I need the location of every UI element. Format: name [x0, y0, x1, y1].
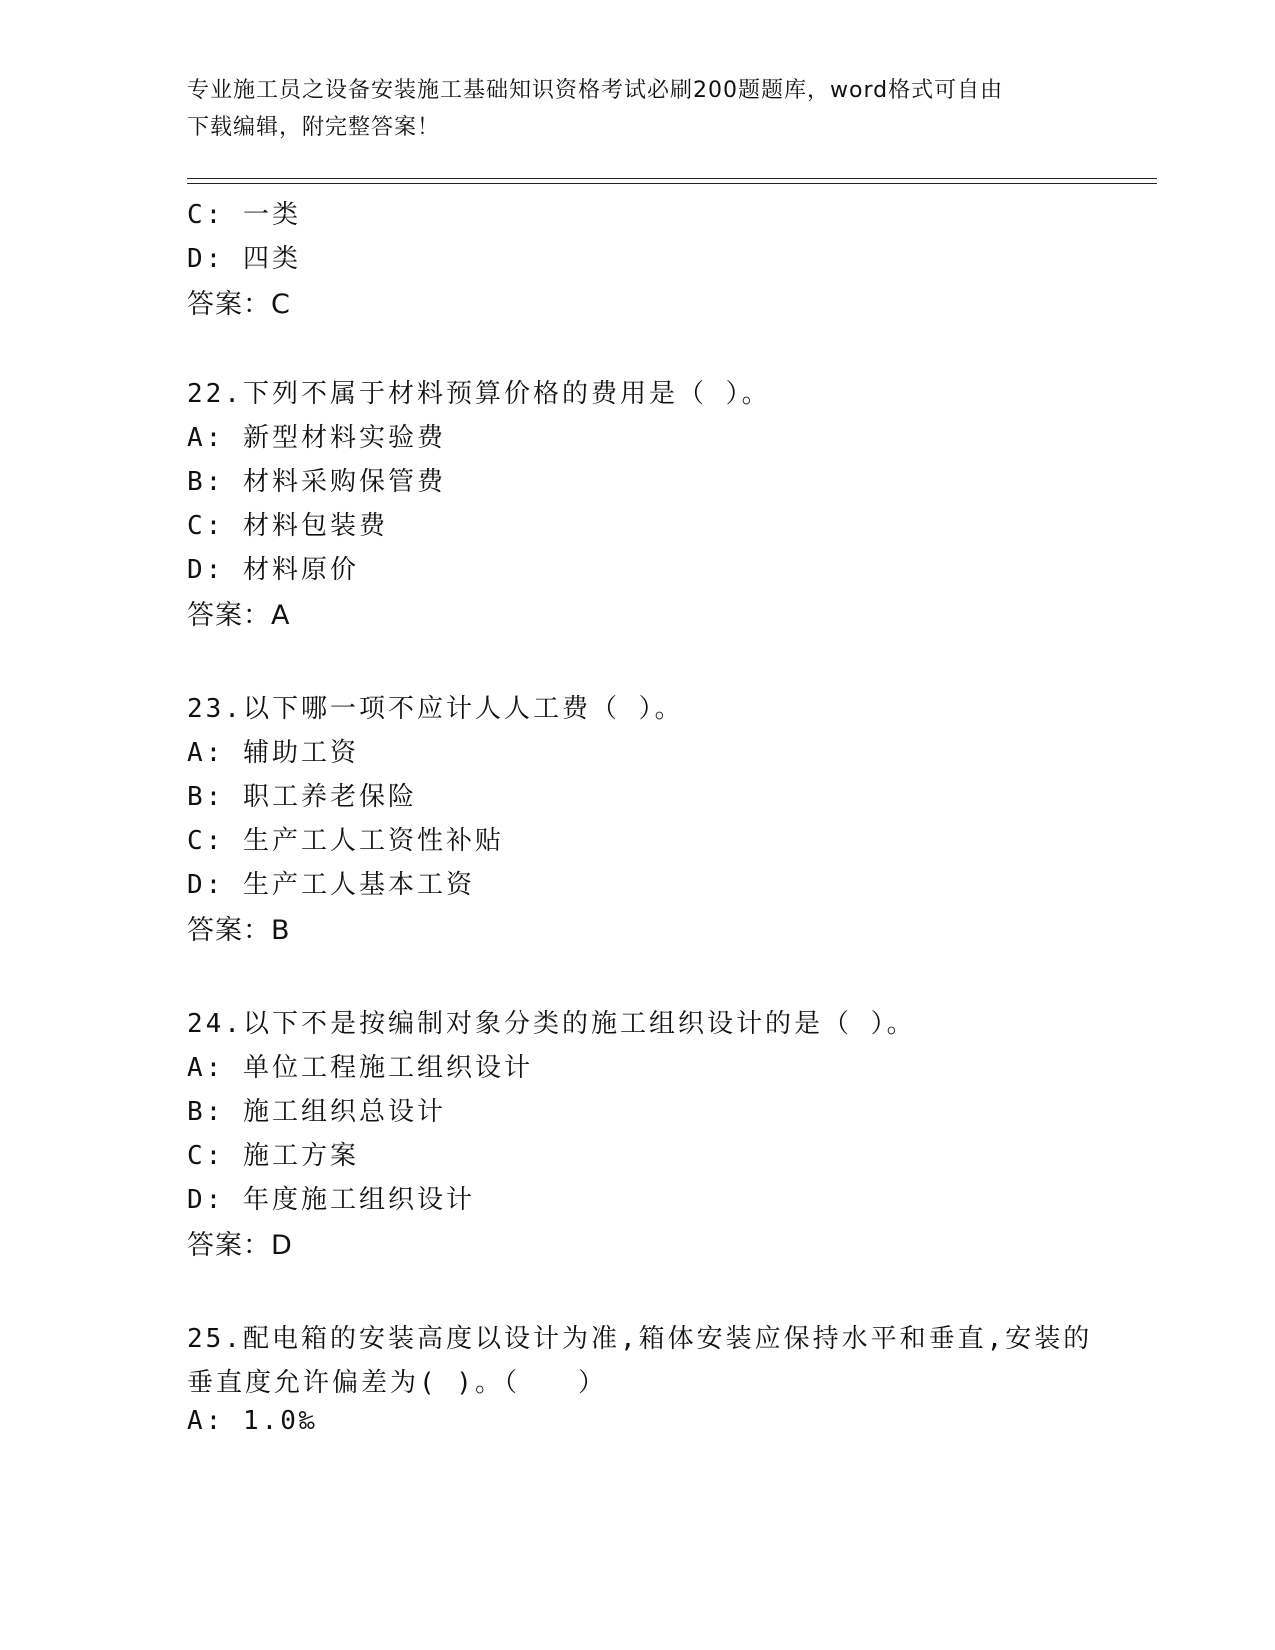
question-24-option-b: B: 施工组织总设计 — [187, 1097, 446, 1127]
question-22-answer: 答案：A — [187, 600, 291, 631]
question-22-option-b: B: 材料采购保管费 — [187, 467, 446, 497]
question-24-answer: 答案：D — [187, 1230, 293, 1261]
prev-answer: 答案：C — [187, 289, 291, 320]
prev-option-d: D: 四类 — [187, 244, 301, 274]
question-23-answer: 答案：B — [187, 915, 291, 946]
question-25-stem-line-1: 25.配电箱的安装高度以设计为准,箱体安装应保持水平和垂直,安装的 — [187, 1324, 1093, 1354]
question-24-stem: 24.以下不是按编制对象分类的施工组织设计的是（ ）。 — [187, 1009, 916, 1039]
question-23-option-c: C: 生产工人工资性补贴 — [187, 826, 504, 856]
question-23-option-d: D: 生产工人基本工资 — [187, 870, 475, 900]
question-22-option-d: D: 材料原价 — [187, 555, 359, 585]
question-22-option-a: A: 新型材料实验费 — [187, 423, 446, 453]
header-divider-top — [187, 178, 1157, 179]
question-23-stem: 23.以下哪一项不应计人人工费（ ）。 — [187, 694, 684, 724]
question-24-option-a: A: 单位工程施工组织设计 — [187, 1053, 533, 1083]
document-header — [187, 72, 1087, 146]
prev-option-c: C: 一类 — [187, 200, 301, 230]
question-23-option-a: A: 辅助工资 — [187, 738, 359, 768]
question-24-option-d: D: 年度施工组织设计 — [187, 1185, 475, 1215]
question-25-stem-line-2: 垂直度允许偏差为( )。（ ） — [187, 1368, 607, 1398]
question-22-stem: 22.下列不属于材料预算价格的费用是（ ）。 — [187, 379, 771, 409]
question-24-option-c: C: 施工方案 — [187, 1141, 359, 1171]
question-22-option-c: C: 材料包装费 — [187, 511, 388, 541]
question-23-option-b: B: 职工养老保险 — [187, 782, 417, 812]
header-line-2: 下载编辑，附完整答案！ — [187, 115, 441, 140]
header-line-1: 专业施工员之设备安装施工基础知识资格考试必刷200题题库，word格式可自由 — [187, 78, 1004, 103]
header-divider-bottom — [187, 183, 1157, 184]
question-25-option-a: A: 1.0‰ — [187, 1406, 318, 1436]
